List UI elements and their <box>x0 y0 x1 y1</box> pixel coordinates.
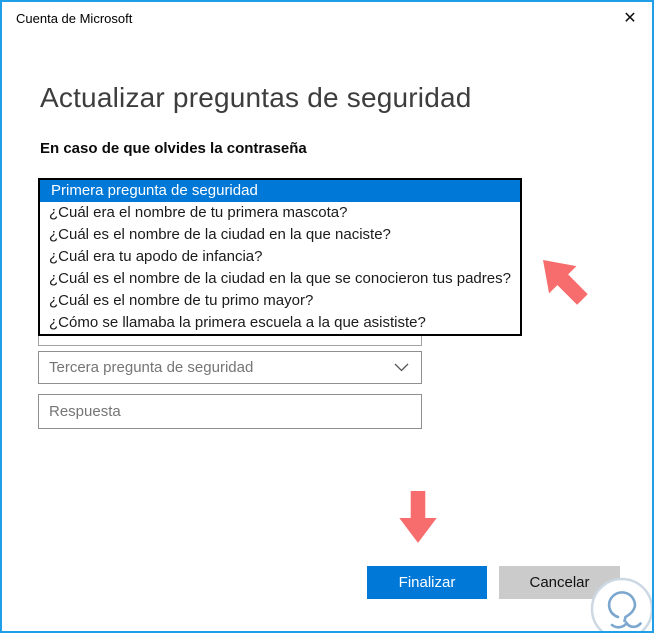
security-question-dropdown-list <box>38 178 522 336</box>
close-icon[interactable]: ✕ <box>614 6 646 32</box>
section-label: En caso de que olvides la contraseña <box>40 140 307 157</box>
window-title: Cuenta de Microsoft <box>16 11 133 26</box>
dropdown-option[interactable]: ¿Cuál es el nombre de tu primo mayor? <box>49 292 314 309</box>
chevron-down-icon <box>394 363 409 372</box>
finish-button[interactable]: Finalizar <box>367 566 487 599</box>
answer-input[interactable] <box>38 394 422 429</box>
lightbulb-logo-icon <box>586 571 654 633</box>
page-title: Actualizar preguntas de seguridad <box>40 82 472 113</box>
third-question-placeholder: Tercera pregunta de seguridad <box>49 359 254 376</box>
dropdown-option-selected[interactable]: Primera pregunta de seguridad <box>40 180 520 202</box>
cancel-button[interactable]: Cancelar <box>499 566 620 599</box>
arrow-pointer-finish-icon <box>399 491 437 545</box>
dropdown-option[interactable]: ¿Cómo se llamaba la primera escuela a la que asististe? <box>49 314 426 331</box>
dropdown-option[interactable]: ¿Cuál era tu apodo de infancia? <box>49 248 263 265</box>
third-question-combobox[interactable] <box>38 351 422 384</box>
dropdown-option[interactable]: ¿Cuál es el nombre de la ciudad en la que se conocieron tus padres? <box>49 270 511 287</box>
arrow-pointer-dropdown-icon <box>533 250 591 308</box>
dropdown-option[interactable]: ¿Cuál es el nombre de la ciudad en la que naciste? <box>49 226 391 243</box>
dropdown-option[interactable]: ¿Cuál era el nombre de tu primera mascota? <box>49 204 348 221</box>
